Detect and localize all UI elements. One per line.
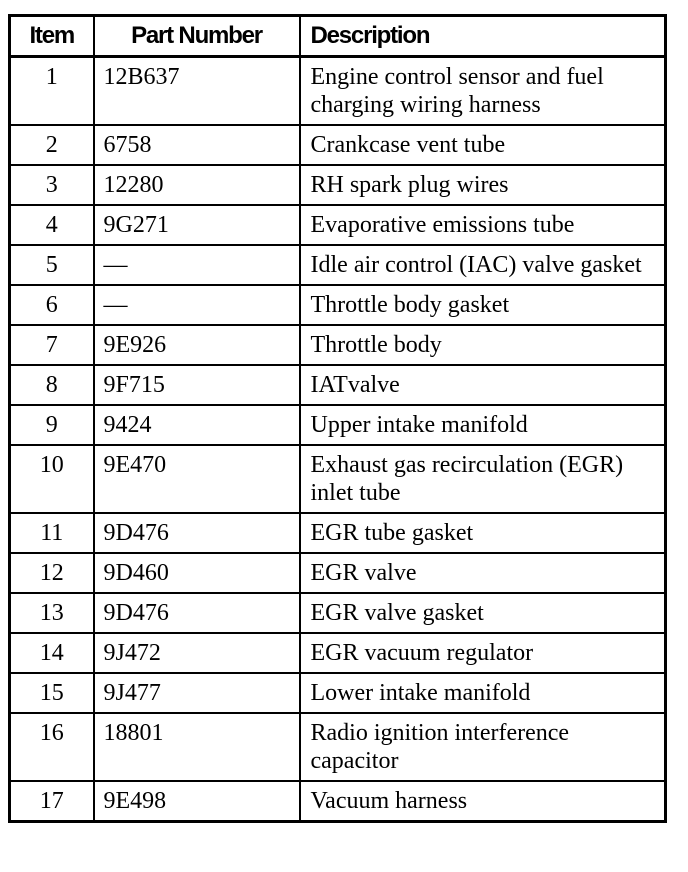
- header-row: [10, 16, 666, 57]
- cell-part-number: 9J477: [94, 673, 300, 713]
- table-row: [10, 633, 666, 673]
- cell-item: 7: [10, 325, 94, 365]
- cell-description: Lower intake manifold: [300, 673, 666, 713]
- cell-item: 14: [10, 633, 94, 673]
- cell-description: Engine control sensor and fuel charging wiring harness: [300, 57, 666, 126]
- cell-part-number: 9G271: [94, 205, 300, 245]
- table-row: [10, 593, 666, 633]
- cell-part-number: —: [94, 285, 300, 325]
- cell-part-number: 12B637: [94, 57, 300, 126]
- cell-item: 15: [10, 673, 94, 713]
- cell-part-number: 9D476: [94, 513, 300, 553]
- cell-part-number: 9E926: [94, 325, 300, 365]
- cell-item: 12: [10, 553, 94, 593]
- cell-description: RH spark plug wires: [300, 165, 666, 205]
- cell-item: 5: [10, 245, 94, 285]
- cell-item: 11: [10, 513, 94, 553]
- table-row: [10, 513, 666, 553]
- cell-item: 13: [10, 593, 94, 633]
- table-row: [10, 245, 666, 285]
- table-body: [10, 57, 666, 822]
- table-row: [10, 673, 666, 713]
- cell-description: Idle air control (IAC) valve gasket: [300, 245, 666, 285]
- cell-description: EGR tube gasket: [300, 513, 666, 553]
- cell-part-number: 18801: [94, 713, 300, 781]
- cell-item: 6: [10, 285, 94, 325]
- cell-part-number: 9D476: [94, 593, 300, 633]
- cell-description: EGR vacuum regulator: [300, 633, 666, 673]
- table-row: [10, 445, 666, 513]
- cell-item: 3: [10, 165, 94, 205]
- cell-part-number: 9D460: [94, 553, 300, 593]
- cell-description: Evaporative emissions tube: [300, 205, 666, 245]
- cell-part-number: 9J472: [94, 633, 300, 673]
- table-row: [10, 405, 666, 445]
- cell-item: 17: [10, 781, 94, 822]
- cell-part-number: 9E470: [94, 445, 300, 513]
- table-row: [10, 285, 666, 325]
- table-row: [10, 57, 666, 126]
- cell-description: Upper intake manifold: [300, 405, 666, 445]
- cell-description: IATvalve: [300, 365, 666, 405]
- table-row: [10, 205, 666, 245]
- cell-description: Exhaust gas recirculation (EGR) inlet tube: [300, 445, 666, 513]
- cell-description: Throttle body: [300, 325, 666, 365]
- table-row: [10, 553, 666, 593]
- table-row: [10, 781, 666, 822]
- header-item: Item: [10, 16, 94, 57]
- table-row: [10, 365, 666, 405]
- cell-description: EGR valve gasket: [300, 593, 666, 633]
- cell-part-number: 6758: [94, 125, 300, 165]
- table-row: [10, 125, 666, 165]
- cell-part-number: 9F715: [94, 365, 300, 405]
- cell-part-number: 12280: [94, 165, 300, 205]
- cell-description: Throttle body gasket: [300, 285, 666, 325]
- cell-part-number: 9424: [94, 405, 300, 445]
- parts-table: [8, 14, 667, 823]
- cell-item: 9: [10, 405, 94, 445]
- cell-item: 2: [10, 125, 94, 165]
- cell-item: 4: [10, 205, 94, 245]
- cell-part-number: —: [94, 245, 300, 285]
- cell-item: 10: [10, 445, 94, 513]
- cell-part-number: 9E498: [94, 781, 300, 822]
- cell-description: Vacuum harness: [300, 781, 666, 822]
- header-description: Description: [300, 16, 666, 57]
- table-row: [10, 165, 666, 205]
- header-part-number: Part Number: [94, 16, 300, 57]
- cell-item: 8: [10, 365, 94, 405]
- cell-description: Crankcase vent tube: [300, 125, 666, 165]
- cell-description: EGR valve: [300, 553, 666, 593]
- cell-description: Radio ignition interference capacitor: [300, 713, 666, 781]
- cell-item: 1: [10, 57, 94, 126]
- table-row: [10, 713, 666, 781]
- table-row: [10, 325, 666, 365]
- cell-item: 16: [10, 713, 94, 781]
